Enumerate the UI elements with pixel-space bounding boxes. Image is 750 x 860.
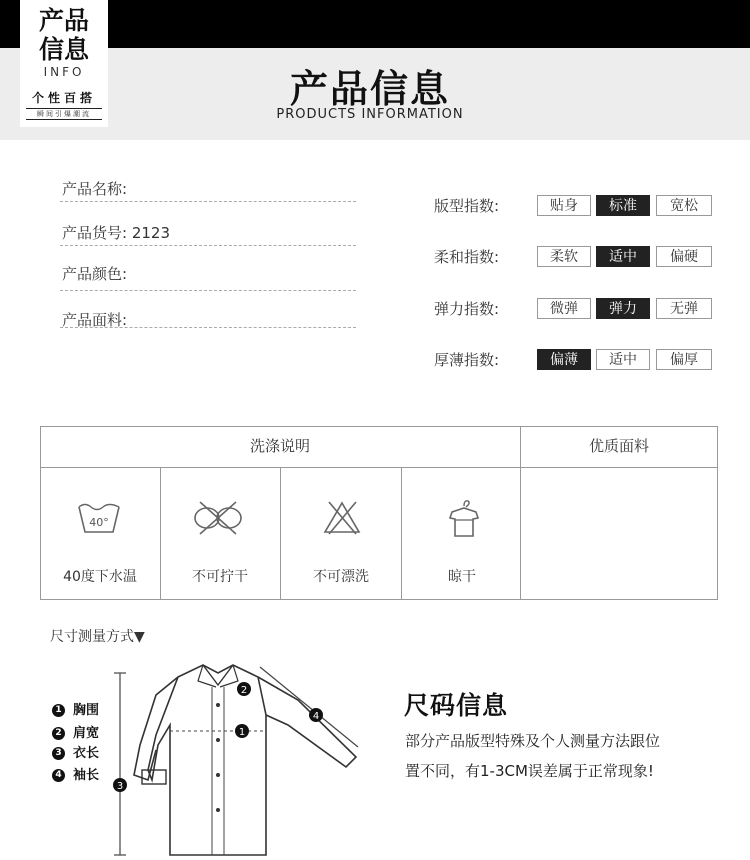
page-subtitle: PRODUCTS INFORMATION (276, 107, 464, 122)
table-divider (40, 467, 718, 468)
product-color-label: 产品颜色: (62, 265, 128, 283)
tag-fit-standard: 标准 (596, 195, 650, 216)
tag-no-stretch: 无弹 (656, 298, 712, 319)
tag-thick-medium: 适中 (596, 349, 650, 370)
legend-length: 3 衣长 (52, 742, 99, 761)
hang-dry-icon (444, 498, 484, 542)
page-title: 产品信息 (289, 67, 450, 111)
wash-caption-hang-dry: 晾干 (448, 569, 476, 585)
tag-hard: 偏硬 (656, 246, 712, 267)
marker-sleeve: 4 (312, 711, 320, 722)
no-wring-icon (190, 498, 246, 538)
shirt-diagram (108, 655, 368, 860)
logo-slogan: 个性百搭 (31, 91, 96, 105)
tag-fit-slim: 贴身 (537, 195, 591, 216)
product-sku-label: 产品货号: 2123 (62, 224, 170, 242)
measure-method-label: 尺寸测量方式▼ (50, 629, 145, 645)
marker-shoulder: 2 (240, 685, 248, 696)
product-name-label: 产品名称: (62, 180, 128, 198)
no-bleach-icon (322, 498, 362, 538)
thickness-index-label: 厚薄指数: (434, 351, 500, 369)
size-desc-line-1: 部分产品版型特殊及个人测量方法跟位 (405, 732, 661, 750)
tag-slight-stretch: 微弹 (537, 298, 591, 319)
wash-temp: 40° (89, 516, 109, 529)
tag-thin: 偏薄 (537, 349, 591, 370)
legend-sleeve: 4 袖长 (52, 764, 99, 783)
logo-subtitle: 瞬间引爆潮流 (26, 108, 102, 120)
tag-stretch: 弹力 (596, 298, 650, 319)
tag-thick: 偏厚 (656, 349, 712, 370)
wash-instructions-header: 洗涤说明 (249, 437, 310, 455)
softness-index-label: 柔和指数: (434, 248, 500, 266)
divider (60, 327, 356, 328)
size-info-title: 尺码信息 (404, 691, 509, 720)
header-top-bar (0, 0, 750, 48)
logo-line-1: 产品 (38, 6, 89, 35)
product-fabric-label: 产品面料: (62, 311, 128, 329)
tag-soft-medium: 适中 (596, 246, 650, 267)
tag-fit-loose: 宽松 (656, 195, 712, 216)
wash-caption-no-bleach: 不可漂洗 (313, 569, 369, 585)
logo-badge (20, 0, 108, 127)
divider (60, 245, 356, 246)
stretch-index-label: 弹力指数: (434, 300, 500, 318)
fit-index-label: 版型指数: (434, 197, 500, 215)
divider (60, 201, 356, 202)
divider (60, 290, 356, 291)
tag-soft: 柔软 (537, 246, 591, 267)
legend-chest: 1 胸围 (52, 699, 99, 718)
wash-40-icon (76, 498, 122, 538)
logo-line-2: 信息 (38, 35, 89, 64)
wash-caption-no-wring: 不可拧干 (192, 569, 248, 585)
size-desc-line-2: 置不同，有1-3CM误差属于正常现象! (405, 762, 654, 780)
marker-chest: 1 (238, 727, 246, 738)
marker-length: 3 (116, 781, 124, 792)
wash-caption-40: 40度下水温 (63, 569, 137, 585)
legend-shoulder: 2 肩宽 (52, 722, 99, 741)
quality-fabric-header: 优质面料 (588, 437, 649, 455)
logo-info: INFO (43, 65, 85, 79)
